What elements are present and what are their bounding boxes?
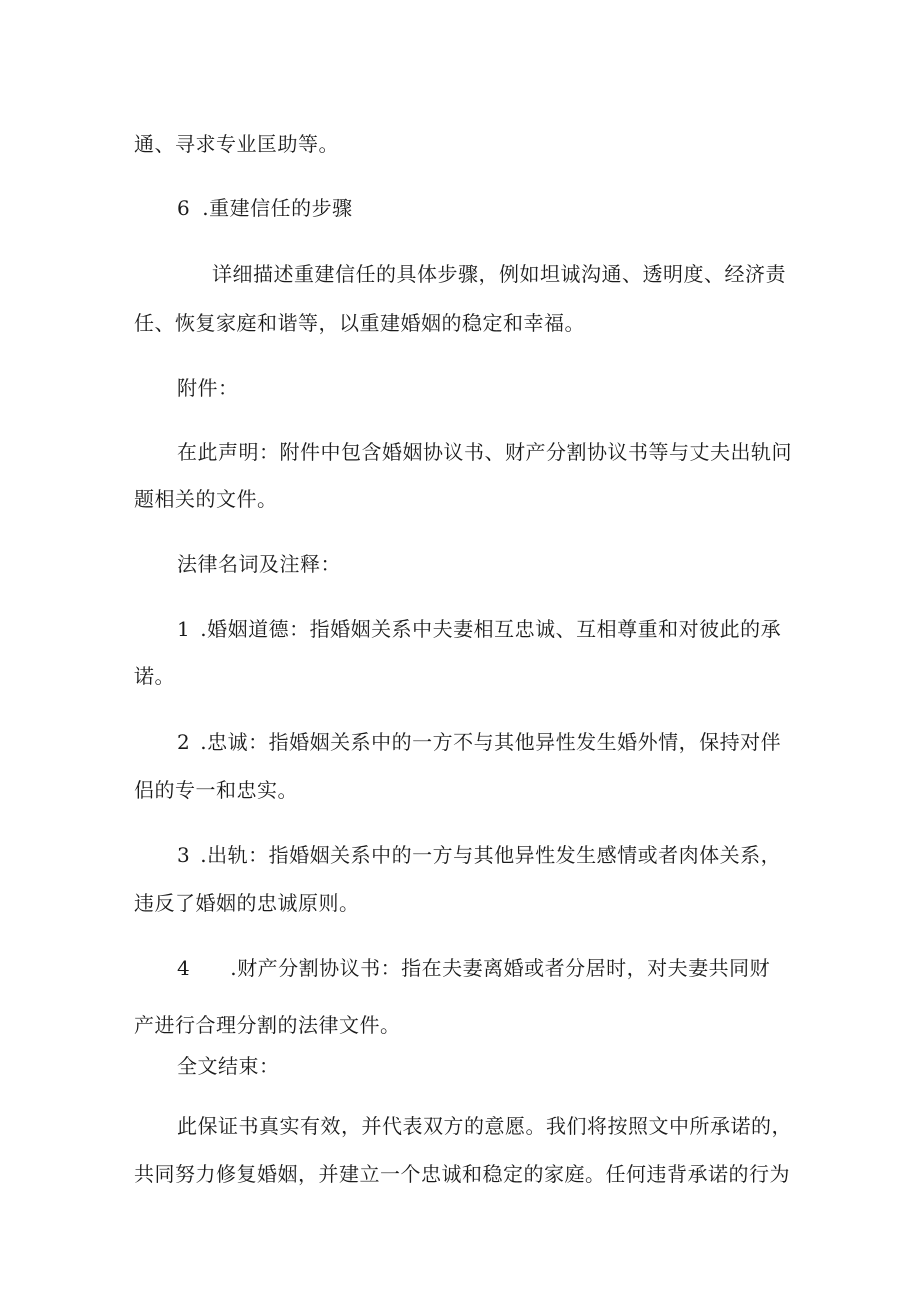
glossary-label: 法律名词及注释： (177, 552, 341, 576)
attachment-line-2: 题相关的文件。 (134, 487, 278, 511)
glossary-item-1-number: 1 (177, 617, 191, 641)
glossary-item-3-number: 3 (177, 843, 191, 867)
glossary-item-2-text: .忠诚：指婚姻关系中的一方不与其他异性发生婚外情，保持对伴 (200, 730, 782, 754)
glossary-item-4-number: 4 (177, 956, 191, 980)
glossary-item-3-line-2: 违反了婚姻的忠诚原则。 (134, 891, 360, 915)
attachment-line-1: 在此声明：附件中包含婚姻协议书、财产分割协议书等与丈夫出轨问 (177, 440, 792, 464)
ending-label: 全文结束： (177, 1054, 280, 1078)
section-6-title: .重建信任的步骤 (202, 196, 353, 220)
attachment-label: 附件： (177, 376, 239, 400)
section-6-paragraph-line-2: 任、恢复家庭和谐等，以重建婚姻的稳定和幸福。 (134, 311, 585, 335)
continuation-text: 通、寻求专业匡助等。 (134, 132, 339, 156)
glossary-item-3-line-1 (177, 843, 781, 867)
glossary-item-2-line-2: 侣的专一和忠实。 (134, 778, 298, 802)
glossary-item-2-number: 2 (177, 730, 191, 754)
glossary-item-1-text: .婚姻道德：指婚姻关系中夫妻相互忠诚、互相尊重和对彼此的承 (200, 617, 782, 641)
glossary-item-4-line-1 (177, 956, 770, 980)
glossary-item-4-text: .财产分割协议书：指在夫妻离婚或者分居时，对夫妻共同财 (230, 956, 771, 980)
section-6-paragraph-line-1: 详细描述重建信任的具体步骤，例如坦诚沟通、透明度、经济责 (212, 262, 786, 286)
glossary-item-4-line-2: 产进行合理分割的法律文件。 (134, 1013, 401, 1037)
glossary-item-1-line-1 (177, 617, 781, 641)
glossary-item-3-text: .出轨：指婚姻关系中的一方与其他异性发生感情或者肉体关系， (200, 843, 782, 867)
ending-line-1: 此保证书真实有效，并代表双方的意愿。我们将按照文中所承诺的， (177, 1114, 792, 1138)
ending-line-2: 共同努力修复婚姻，并建立一个忠诚和稳定的家庭。任何违背承诺的行为 (134, 1162, 790, 1186)
glossary-item-1-line-2: 诺。 (134, 664, 175, 688)
section-6-heading (177, 196, 353, 220)
glossary-item-2-line-1 (177, 730, 781, 754)
section-6-number: 6 (177, 196, 191, 220)
